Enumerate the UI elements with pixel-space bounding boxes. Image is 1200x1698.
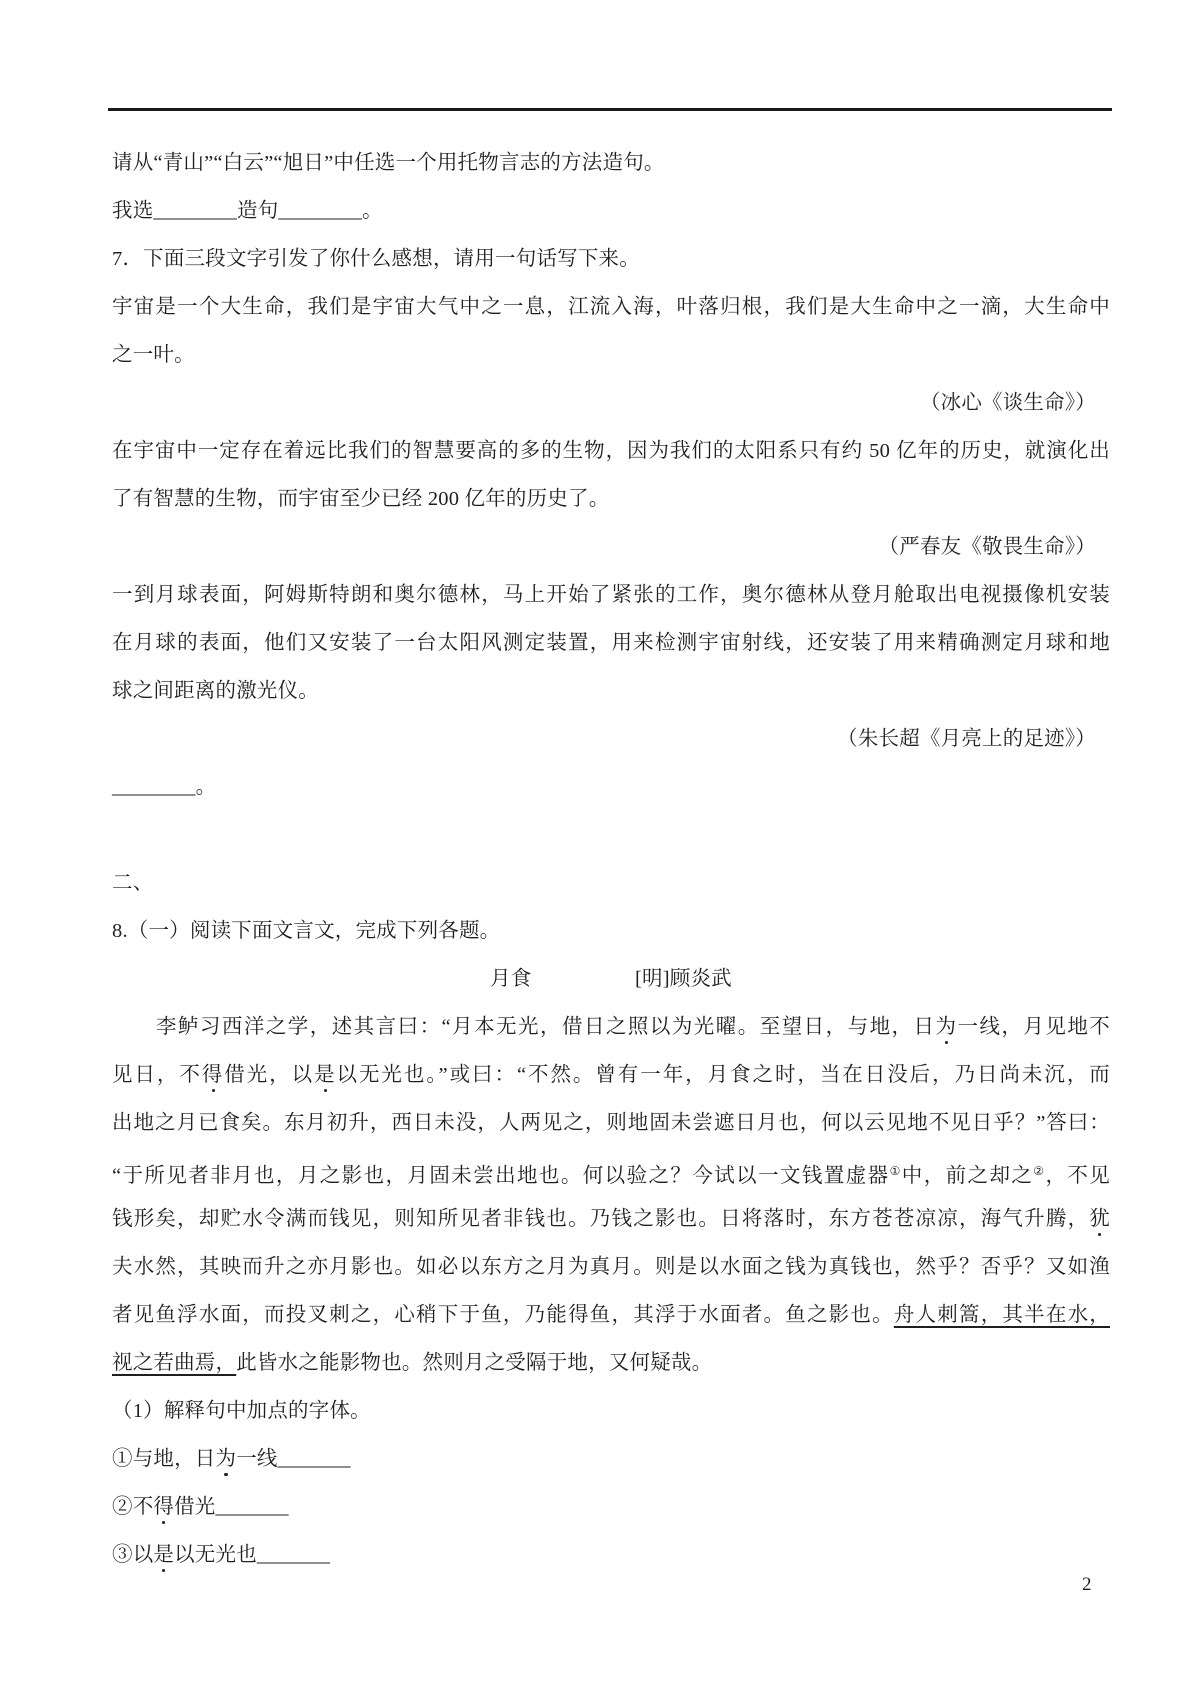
text-segment: 此皆水之能影物也。然则月之受隔于地，又何疑哉。 <box>236 1352 713 1374</box>
footnote-ref: ① <box>889 1164 902 1178</box>
text-segment: （冰心《谈生命》） <box>919 392 1096 414</box>
text-segment: 。 <box>195 776 217 798</box>
text-segment: 了有智慧的生物，而宇宙至少已经 200 亿年的历史了。 <box>112 488 610 510</box>
passage-line-3 <box>112 1099 1110 1147</box>
passage-line-6 <box>112 1243 1110 1291</box>
question-7-prompt <box>112 235 1110 283</box>
emphasis-dot-char: 是 <box>153 1544 175 1566</box>
sub-question-1-item-1 <box>112 1435 1110 1483</box>
quote-1-source <box>112 379 1110 427</box>
text-segment: （1）解释句中加点的字体。 <box>112 1400 371 1422</box>
text-segment: 7．下面三段文字引发了你什么感想，请用一句话写下来。 <box>112 248 640 270</box>
quote-3-source <box>112 715 1110 763</box>
answer-blank: ________ <box>112 776 196 798</box>
text-segment: ③以 <box>112 1544 154 1566</box>
quote-3-line-3 <box>112 667 1110 715</box>
quote-3-line-2 <box>112 619 1110 667</box>
passage-line-1 <box>112 1003 1110 1051</box>
text-segment: ②不 <box>112 1496 154 1518</box>
text-segment: 出地之月已食矣。东月初升，西日未没，人两见之，则地固未尝遮日月也，何以云见地不见日乎？”答曰： <box>112 1112 1110 1134</box>
text-segment: 月食 <box>490 968 532 990</box>
answer-blank: _______ <box>256 1544 331 1566</box>
quote-3-line-1 <box>112 571 1110 619</box>
text-segment: 。 <box>362 200 383 222</box>
passage-line-8 <box>112 1339 1110 1387</box>
document-content <box>112 0 1110 1579</box>
text-segment: （严春友《敬畏生命》） <box>878 536 1096 558</box>
question-6-prompt <box>112 139 1110 187</box>
text-segment: 以无光也。”或曰：“不然。曾有一年，月食之时，当在日没后，乃日尚未沉，而 <box>336 1064 1110 1086</box>
sub-question-1-item-2 <box>112 1483 1110 1531</box>
text-segment: （朱长超《月亮上的足迹》） <box>837 728 1096 750</box>
passage-line-4 <box>112 1147 1110 1195</box>
text-segment: 以无光也 <box>174 1544 257 1566</box>
emphasis-dot-char: 是 <box>314 1064 337 1086</box>
emphasis-dot-char: 得 <box>153 1496 175 1518</box>
quote-1-line-2 <box>112 331 1110 379</box>
page-number: 2 <box>1082 1574 1092 1595</box>
text-segment: 造句 <box>237 200 279 222</box>
text-segment: 李鲈习西洋之学，述其言曰：“月本无光，借日之照以为光曜。至望日，与地，日 <box>112 1016 936 1038</box>
text-segment: [明]顾炎武 <box>635 968 732 990</box>
text-segment: 夫水然，其映而升之亦月影也。如必以东方之月为真月。则是以水面之钱为真钱也，然乎？否乎？又如渔 <box>112 1256 1110 1278</box>
text-segment: “于所见者非月也，月之影也，月固未尝出地也。何以验之？今试以一文钱置虚器 <box>112 1165 890 1187</box>
text-segment: 在宇宙中一定存在着远比我们的智慧要高的多的生物，因为我们的太阳系只有约 50 亿年的历史，就演化出 <box>112 440 1110 462</box>
sub-question-1-prompt <box>112 1387 1110 1435</box>
text-segment: 者见鱼浮水面，而投叉刺之，心稍下于鱼，乃能得鱼，其浮于水面者。鱼之影也。 <box>112 1304 894 1326</box>
answer-blank: ________ <box>278 200 363 222</box>
text-segment: 在月球的表面，他们又安装了一台太阳风测定装置，用来检测宇宙射线，还安装了用来精确测定月球和地 <box>112 632 1110 654</box>
answer-blank: ________ <box>153 200 238 222</box>
quote-2-line-2 <box>112 475 1110 523</box>
question-6-answer-line <box>112 187 1110 235</box>
header-rule <box>108 108 1112 111</box>
text-segment: 一线 <box>236 1448 278 1470</box>
quote-2-source <box>112 523 1110 571</box>
text-segment: 我选 <box>112 200 154 222</box>
text-segment: 一到月球表面，阿姆斯特朗和奥尔德林，马上开始了紧张的工作，奥尔德林从登月舱取出电视摄像机安装 <box>112 584 1110 606</box>
answer-blank: _______ <box>277 1448 351 1470</box>
text-segment: 钱形矣，却贮水令满而钱见，则知所见者非钱也。乃钱之影也。日将落时，东方苍苍凉凉，海气升腾， <box>112 1208 1090 1230</box>
text-segment: 一线，月见地不 <box>957 1016 1111 1038</box>
footnote-ref: ② <box>1033 1164 1046 1178</box>
quote-1-line-1 <box>112 283 1110 331</box>
sub-question-1-item-3 <box>112 1531 1110 1579</box>
quote-2-line-1 <box>112 427 1110 475</box>
text-segment: 借光 <box>174 1496 216 1518</box>
text-segment <box>532 968 636 990</box>
passage-title <box>112 955 1110 1003</box>
passage-line-7 <box>112 1291 1110 1339</box>
question-7-answer-blank <box>112 763 1110 811</box>
underlined-phrase: 舟人刺篙，其半在水， <box>893 1304 1111 1326</box>
passage-line-5 <box>112 1195 1110 1243</box>
question-8-intro <box>112 907 1110 955</box>
underlined-phrase: 视之若曲焉， <box>112 1352 237 1374</box>
text-segment: 8.（一）阅读下面文言文，完成下列各题。 <box>112 920 501 942</box>
emphasis-dot-char: 为 <box>215 1448 237 1470</box>
text-segment: 之一叶。 <box>112 344 195 366</box>
section-2-heading <box>112 859 1110 907</box>
text-segment: 见日，不 <box>112 1064 202 1086</box>
text-segment: ，不见 <box>1045 1165 1111 1187</box>
text-segment: 球之间距离的激光仪。 <box>112 680 319 702</box>
emphasis-dot-char: 犹 <box>1089 1208 1110 1230</box>
text-segment: 借光，以 <box>224 1064 315 1086</box>
section-gap <box>112 811 1110 859</box>
passage-line-2 <box>112 1051 1110 1099</box>
text-segment: 中，前之却之 <box>901 1165 1034 1187</box>
text-segment: 二、 <box>112 872 154 894</box>
text-segment: 请从“青山”“白云”“旭日”中任选一个用托物言志的方法造句。 <box>112 152 665 174</box>
emphasis-dot-char: 得 <box>201 1064 225 1086</box>
answer-blank: _______ <box>215 1496 289 1518</box>
text-segment: 宇宙是一个大生命，我们是宇宙大气中之一息，江流入海，叶落归根，我们是大生命中之一滴，大生命中 <box>112 296 1110 318</box>
text-segment: ①与地，日 <box>112 1448 216 1470</box>
emphasis-dot-char: 为 <box>935 1016 958 1038</box>
